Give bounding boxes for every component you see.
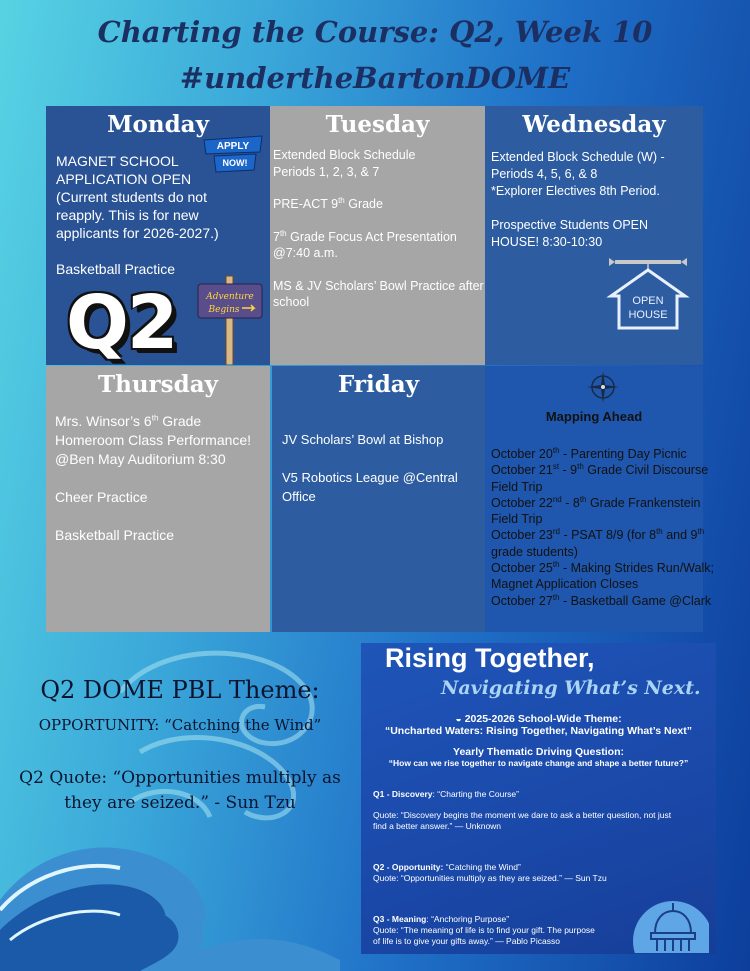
friday-line: Office — [282, 489, 316, 504]
wednesday-panel — [485, 106, 703, 365]
thursday-line: Mrs. Winsor’s 6th Grade — [55, 413, 202, 429]
pbl-quote-line: Q2 Quote: “Opportunities multiply as — [19, 768, 341, 788]
list-item: October 25th - Making Strides Run/Walk; — [491, 559, 714, 576]
friday-line: V5 Robotics League @Central — [282, 470, 458, 485]
tuesday-line: 7th Grade Focus Act Presentation — [273, 228, 457, 244]
apply-now-badge-icon — [200, 132, 266, 176]
wednesday-heading: Wednesday — [522, 111, 666, 138]
thursday-line: @Ben May Auditorium 8:30 — [55, 451, 226, 467]
monday-line: applicants for 2026-2027.) — [56, 225, 219, 241]
friday-line: JV Scholars’ Bowl at Bishop — [282, 432, 444, 447]
rising-together-panel — [361, 643, 716, 954]
list-item: Magnet Application Closes — [491, 577, 639, 592]
tuesday-line: MS & JV Scholars’ Bowl Practice after — [273, 278, 484, 293]
friday-panel — [272, 366, 485, 632]
list-item: Field Trip — [491, 512, 543, 527]
monday-line: (Current students do not — [56, 189, 207, 205]
friday-heading: Friday — [337, 371, 420, 398]
tuesday-heading: Tuesday — [325, 111, 430, 138]
theme-subtitle: “Uncharted Waters: Rising Together, Navigating What’s Next” — [384, 725, 693, 737]
wednesday-line: Periods 4, 5, 6, & 8 — [491, 167, 598, 181]
q2-entry: Q2 - Opportunity: “Catching the Wind” — [373, 862, 521, 872]
monday-line: MAGNET SCHOOL — [56, 153, 179, 169]
monday-line: Basketball Practice — [56, 261, 176, 277]
page-title: Charting the Course: Q2, Week 10 — [97, 15, 653, 49]
tuesday-text — [273, 147, 484, 311]
thursday-panel — [46, 366, 270, 632]
list-item: October 20th - Parenting Day Picnic — [491, 445, 687, 461]
wednesday-line: HOUSE! 8:30-10:30 — [491, 235, 603, 249]
pbl-theme-subtitle: OPPORTUNITY: “Catching the Wind” — [38, 716, 322, 734]
svg-text:Begins: Begins — [208, 305, 240, 315]
list-item: Field Trip — [491, 479, 543, 494]
tuesday-line: @7:40 a.m. — [273, 246, 338, 260]
thursday-text — [55, 412, 251, 545]
adventure-sign-icon — [196, 270, 266, 365]
tuesday-line: Periods 1, 2, 3, & 7 — [273, 164, 380, 179]
monday-text — [56, 152, 219, 278]
svg-text:APPLY: APPLY — [216, 141, 250, 152]
list-item: October 23rd - PSAT 8/9 (for 8th and 9th — [491, 527, 705, 543]
thursday-line: Basketball Practice — [55, 527, 175, 543]
compass-icon — [586, 370, 620, 404]
driving-question: “How can we rise together to navigate change and shape a better future?” — [388, 758, 689, 768]
monday-heading: Monday — [107, 111, 209, 138]
svg-text:Adventure: Adventure — [206, 292, 254, 302]
q3-entry: Q3 - Meaning: “Anchoring Purpose” — [373, 914, 510, 924]
open-house-sign-icon — [605, 256, 691, 332]
mapping-ahead-title: Mapping Ahead — [545, 409, 643, 424]
wednesday-line: *Explorer Electives 8th Period. — [491, 184, 660, 198]
monday-line: reapply. This is for new — [56, 207, 199, 223]
ocean-wave-icon — [0, 820, 340, 971]
pbl-theme-heading: Q2 DOME PBL Theme: — [40, 676, 320, 704]
list-item: October 21st - 9th Grade Civil Discourse — [491, 462, 709, 478]
mapping-ahead-panel — [485, 366, 714, 632]
tuesday-panel — [270, 106, 485, 365]
q1-quote: Quote: “Discovery begins the moment we dare to ask a better question, not just find a better answer.” — Unknown — [373, 810, 672, 831]
spacer — [56, 242, 219, 260]
pbl-quote-line: they are seized.” - Sun Tzu — [64, 793, 296, 813]
svg-text:HOUSE: HOUSE — [628, 309, 668, 321]
friday-text — [282, 430, 458, 506]
q2-graphic: Q2 — [66, 280, 177, 366]
list-item: October 27th - Basketball Game @Clark — [491, 592, 712, 608]
thursday-line: Cheer Practice — [55, 489, 148, 505]
q3-quote: Quote: “The meaning of life is to find your gift. The purpose of life is to give your gifts away.” — Pablo Picasso — [373, 925, 595, 946]
monday-line: APPLICATION OPEN — [56, 171, 192, 187]
rising-subheading: Navigating What’s Next. — [441, 677, 701, 699]
pbl-quote — [0, 766, 360, 816]
q1-entry: Q1 - Discovery: “Charting the Course” — [373, 789, 519, 799]
question-title: Yearly Thematic Driving Question: — [453, 746, 624, 758]
wednesday-line: Extended Block Schedule (W) - — [491, 150, 665, 164]
svg-text:OPEN: OPEN — [632, 295, 664, 307]
list-item: October 22nd - 8th Grade Frankenstein — [491, 494, 701, 510]
wave-icon: ◒ — [455, 713, 465, 725]
tuesday-line: PRE-ACT 9th Grade — [273, 195, 383, 211]
svg-text:NOW!: NOW! — [222, 158, 248, 168]
wednesday-line: Prospective Students OPEN — [491, 218, 649, 232]
rising-heading: Rising Together, — [385, 643, 595, 673]
thursday-heading: Thursday — [98, 371, 218, 398]
monday-panel — [46, 106, 270, 365]
dome-logo-icon — [629, 889, 709, 953]
mapping-ahead-list — [491, 446, 714, 609]
q2-quote: Quote: “Opportunities multiply as they are seized.” — Sun Tzu — [373, 873, 607, 883]
list-item: grade students) — [491, 544, 578, 559]
wednesday-text — [491, 149, 665, 251]
theme-title: ◒ 2025-2026 School-Wide Theme: — [455, 713, 622, 725]
tuesday-line: school — [273, 295, 310, 309]
tuesday-line: Extended Block Schedule — [273, 148, 416, 162]
page-hashtag: #undertheBartonDOME — [179, 61, 571, 95]
thursday-line: Homeroom Class Performance! — [55, 432, 252, 448]
